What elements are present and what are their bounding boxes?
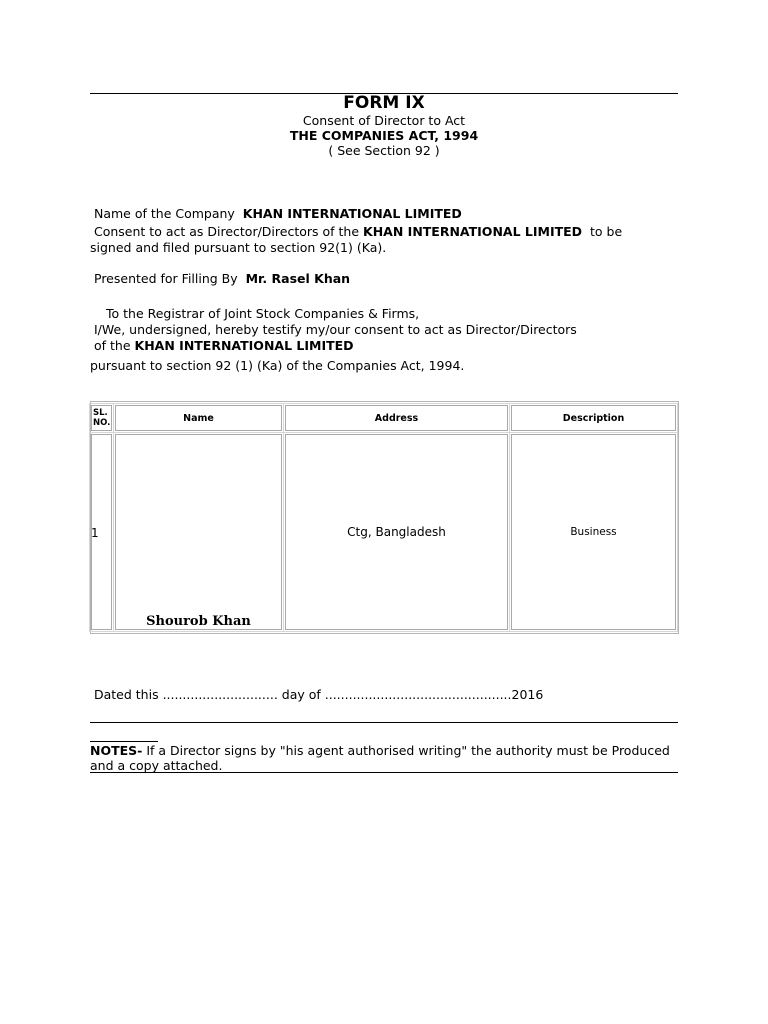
company-name-line xyxy=(94,206,462,221)
notes-label: NOTES- xyxy=(90,743,143,758)
registrar-line-4: pursuant to section 92 (1) (Ka) of the Companies Act, 1994. xyxy=(90,358,465,373)
footer-rule xyxy=(90,722,678,723)
consent-line xyxy=(94,224,622,239)
header-description: Description xyxy=(511,405,676,431)
bottom-rule xyxy=(90,772,678,773)
registrar-of-the: of the xyxy=(94,338,131,353)
row-name-value: Shourob Khan xyxy=(146,614,251,629)
notes-line-2: and a copy attached. xyxy=(90,758,223,773)
consent-line-2: signed and filed pursuant to section 92(1) (Ka). xyxy=(90,240,387,255)
presented-label: Presented for Filling By xyxy=(94,271,238,286)
registrar-company: KHAN INTERNATIONAL LIMITED xyxy=(134,338,354,353)
header-address: Address xyxy=(285,405,508,431)
notes-text: If a Director signs by "his agent authorised writing" the authority must be Produced xyxy=(146,743,670,758)
header-sl-no xyxy=(91,405,112,431)
row-address-value: Ctg, Bangladesh xyxy=(347,525,446,539)
directors-table xyxy=(90,401,679,634)
presented-line xyxy=(94,271,350,286)
dated-line: Dated this ............................. day of ...............................................2016 xyxy=(94,687,544,702)
header-name: Name xyxy=(115,405,282,431)
consent-suffix: to be xyxy=(590,224,623,239)
form-title: FORM IX xyxy=(343,93,425,113)
presented-value: Mr. Rasel Khan xyxy=(245,271,351,286)
registrar-line-2: I/We, undersigned, hereby testify my/our consent to act as Director/Directors xyxy=(94,322,577,337)
header-sl-line1: SL. xyxy=(93,408,108,418)
consent-company: KHAN INTERNATIONAL LIMITED xyxy=(363,224,583,239)
row-description-value: Business xyxy=(570,526,617,538)
company-name-label: Name of the Company xyxy=(94,206,235,221)
act-title: THE COMPANIES ACT, 1994 xyxy=(289,128,479,143)
section-reference: ( See Section 92 ) xyxy=(328,143,440,158)
company-name-value: KHAN INTERNATIONAL LIMITED xyxy=(242,206,462,221)
consent-prefix: Consent to act as Director/Directors of the xyxy=(94,224,360,239)
row-name-cell xyxy=(115,434,282,630)
registrar-line-3 xyxy=(94,338,354,353)
form-subtitle: Consent of Director to Act xyxy=(302,113,466,128)
header-sl-line2: NO. xyxy=(93,418,111,428)
row-sl-value: 1 xyxy=(91,526,99,540)
registrar-line-1: To the Registrar of Joint Stock Companies & Firms, xyxy=(106,306,420,321)
notes-line-1 xyxy=(90,743,670,758)
notes-short-rule xyxy=(90,741,158,742)
